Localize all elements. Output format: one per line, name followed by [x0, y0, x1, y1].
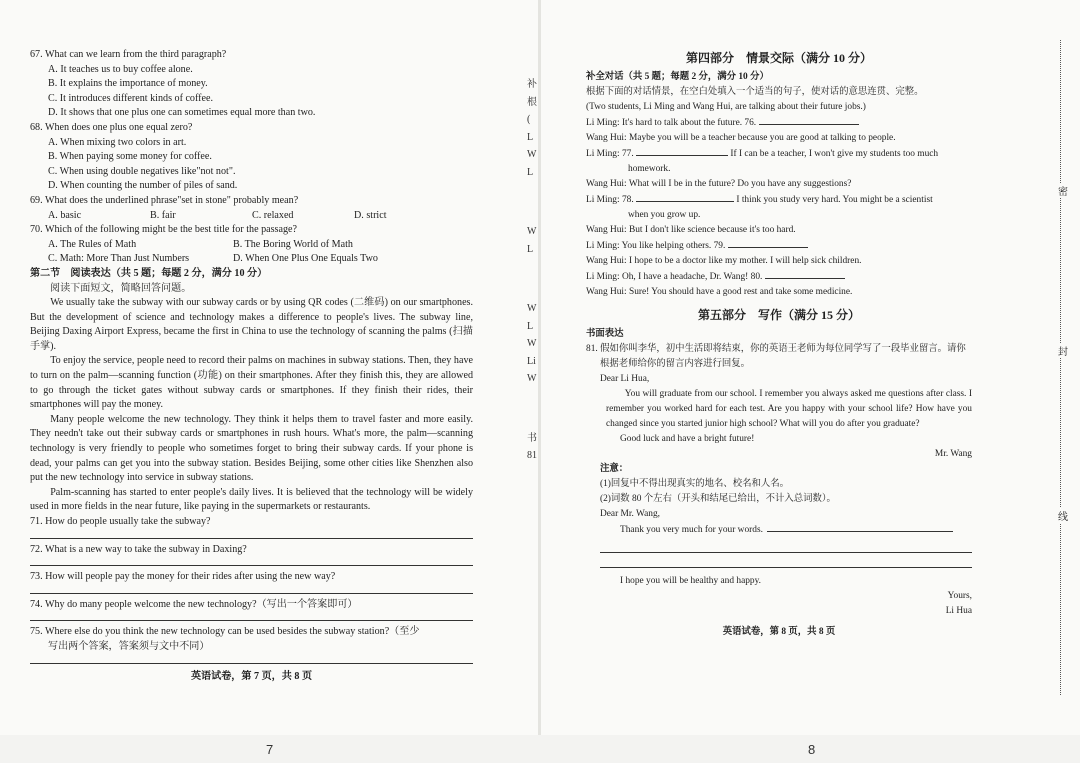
- writing-line[interactable]: [767, 522, 953, 532]
- margin-label-feng: 封: [1056, 343, 1070, 358]
- question-67-stem: 67. What can we learn from the third paragraph?: [30, 49, 227, 60]
- dialog-line: Wang Hui: Sure! You should have a good rest and take some medicine.: [586, 287, 853, 297]
- dialog-line-77: [586, 146, 972, 162]
- answer-line-72[interactable]: [30, 557, 473, 566]
- passage-paragraph-4: Palm-scanning has started to enter people's daily lives. It is believed that the technology will be widely used in more fields in the near future, like paying in the supermarkets or restaurants.: [30, 486, 473, 513]
- blank-76[interactable]: [759, 115, 859, 125]
- passage-paragraph-3: Many people welcome the new technology. They think it helps them to travel faster and more easily. They needn't take out their subway cards or smartphones in rush hours. What's more, the palm—scanning technology is very friendly to people who sometimes forget to bring their subway cards. If your phone is dead, your palms can get you into the subway station. Besides Beijing, some other cities like Shenzhen also put the new technology into service in subway stations.: [30, 413, 473, 484]
- strip-char: W: [527, 303, 537, 314]
- reply-end: I hope you will be healthy and happy.: [620, 576, 762, 586]
- question-69-stem: 69. What does the underlined phrase"set in stone" probably mean?: [30, 194, 299, 206]
- question-69-option-a: A. basic: [48, 209, 82, 221]
- dialog-text: Li Ming: It's hard to talk about the future. 76.: [586, 118, 759, 128]
- strip-char: W: [527, 338, 537, 349]
- dialog-line: Wang Hui: But I don't like science because it's too hard.: [586, 225, 796, 235]
- letter-close: Good luck and have a bright future!: [620, 434, 755, 444]
- question-69-option-d: D. strict: [354, 209, 387, 221]
- question-70-option-c: C. Math: More Than Just Numbers: [48, 253, 190, 265]
- note-1: (1)回复中不得出现真实的地名、校名和人名。: [600, 479, 790, 489]
- dialog-line-80: [586, 269, 972, 285]
- reply-close-name: Li Hua: [945, 606, 972, 616]
- dialog-text: Li Ming: Oh, I have a headache, Dr. Wang! 80.: [586, 272, 765, 282]
- blank-79[interactable]: [728, 238, 808, 248]
- question-70-option-a: A. The Rules of Math: [48, 238, 137, 250]
- right-page-footer: 英语试卷，第 8 页，共 8 页: [722, 627, 836, 637]
- question-73: 73. How will people pay the money for their rides after using the new way?: [30, 571, 336, 583]
- left-column: [30, 48, 473, 684]
- strip-char: Li: [527, 355, 536, 367]
- question-69-option-c: C. relaxed: [252, 209, 294, 221]
- dialog-text: Li Ming: 77.: [586, 149, 637, 159]
- blank-78[interactable]: [636, 192, 734, 202]
- dialog-line: homework.: [628, 164, 671, 174]
- binding-dotted-line: [1060, 40, 1069, 695]
- dialog-line: Wang Hui: What will I be in the future? Do you have any suggestions?: [586, 179, 852, 189]
- question-69-option-b: B. fair: [150, 209, 176, 221]
- strip-char: W: [527, 149, 537, 160]
- writing-label: 书面表达: [586, 329, 624, 339]
- strip-char: L: [527, 166, 534, 178]
- letter-body: You will graduate from our school. I remember you always asked me questions after class. I remember you worked hard for each test. Are you happy with your school life? How have you changed since you started junior high school? What will you do after you graduate?: [606, 389, 972, 429]
- strip-char: 补: [527, 79, 537, 90]
- strip-char: W: [527, 226, 537, 237]
- question-75: 75. Where else do you think the new technology can be used besides the subway station?（至少: [30, 626, 420, 638]
- left-page-footer: 英语试卷，第 7 页，共 8 页: [190, 670, 313, 682]
- blank-80[interactable]: [765, 269, 845, 279]
- strip-char: 书: [527, 432, 537, 444]
- question-68-option-b: B. When paying some money for coffee.: [48, 151, 212, 163]
- dialog-text: I think you study very hard. You might be a scientist: [734, 195, 933, 205]
- strip-char: (: [527, 114, 531, 125]
- part5-title: 第五部分 写作（满分 15 分）: [697, 308, 860, 322]
- part4-instruction: 根据下面的对话情景，在空白处填入一个适当的句子，使对话的意思连贯、完整。: [586, 87, 924, 97]
- dialog-line-78: [586, 192, 972, 208]
- reply-close-yours: Yours,: [947, 591, 972, 601]
- question-69-options: [30, 209, 473, 224]
- question-75-continued: 写出两个答案，答案须与文中不同）: [48, 640, 210, 652]
- part4-subtitle: 补全对话（共 5 题；每题 2 分，满分 10 分）: [586, 72, 769, 82]
- strip-gap: [527, 185, 547, 227]
- part4-title: 第四部分 情景交际（满分 10 分）: [685, 51, 872, 65]
- question-74: 74. Why do many people welcome the new technology?（写出一个答案即可）: [30, 598, 358, 610]
- strip-char: L: [527, 243, 534, 255]
- dialog-line-76: [586, 115, 972, 131]
- answer-line-73[interactable]: [30, 585, 473, 594]
- answer-line-71[interactable]: [30, 530, 473, 539]
- page-number-left: 7: [266, 742, 274, 757]
- question-72: 72. What is a new way to take the subway in Daxing?: [30, 543, 247, 555]
- note-2: (2)词数 80 个左右（开头和结尾已给出，不计入总词数）。: [600, 494, 836, 504]
- cropped-text-strip: [527, 80, 547, 469]
- question-70-options-cd: [30, 252, 473, 267]
- note-label: 注意：: [600, 464, 629, 474]
- passage-paragraph-2: To enjoy the service, people need to record their palms on machines in subway stations. Then, they have to turn on the palm—scanning function (功能) on their smartphones. After they finish this, they are allowed to go through the ticket gates without subway cards or smartphones. If they finish their rides, their smartphones will pay the money.: [30, 355, 473, 411]
- reply-start-text: Thank you very much for your words.: [620, 525, 763, 535]
- reply-greeting: Dear Mr. Wang,: [600, 509, 660, 519]
- passage-paragraph-1: We usually take the subway with our subway cards or by using QR codes (二维码) on our smartphones. But the development of science and technology makes a difference to people's lives. The subway line, Beijing Daxing Airport Express, became the first in China to use the technology of scanning the palms (扫描手掌).: [30, 297, 473, 352]
- question-68-stem: 68. When does one plus one equal zero?: [30, 121, 193, 133]
- strip-char: L: [527, 320, 534, 332]
- question-67-option-a: A. It teaches us to buy coffee alone.: [48, 63, 193, 75]
- dialog-line: Wang Hui: I hope to be a doctor like my mother. I will help sick children.: [586, 256, 862, 266]
- strip-char: L: [527, 131, 534, 143]
- dialog-line-79: [586, 238, 972, 254]
- question-67-option-c: C. It introduces different kinds of coffee.: [48, 92, 214, 104]
- strip-gap: [527, 262, 547, 304]
- margin-label-mi: 密: [1056, 183, 1070, 198]
- section-title: 第二节 阅读表达（共 5 题；每题 2 分，满分 10 分）: [30, 267, 268, 279]
- blank-77[interactable]: [636, 146, 728, 156]
- dialog-line: when you grow up.: [628, 210, 701, 220]
- strip-char: 81: [527, 450, 537, 461]
- part4-context: (Two students, Li Ming and Wang Hui, are talking about their future jobs.): [586, 102, 866, 112]
- reply-start: [586, 522, 972, 538]
- section-instruction: 阅读下面短文，简略回答问题。: [50, 282, 192, 294]
- page-number-right: 8: [808, 742, 816, 757]
- right-column: [586, 48, 972, 640]
- question-67-option-b: B. It explains the importance of money.: [48, 78, 208, 90]
- question-70-stem: 70. Which of the following might be the best title for the passage?: [30, 224, 297, 236]
- writing-line[interactable]: [600, 538, 972, 553]
- question-70-options-ab: [30, 238, 473, 253]
- question-71: 71. How do people usually take the subway?: [30, 516, 211, 527]
- margin-label-xian: 线: [1056, 508, 1070, 523]
- strip-gap: [527, 392, 547, 434]
- question-68-option-d: D. When counting the number of piles of sand.: [48, 180, 238, 192]
- writing-line[interactable]: [600, 553, 972, 568]
- question-68-option-c: C. When using double negatives like"not not".: [48, 165, 236, 177]
- question-81-line1: 81. 假如你叫李华，初中生活即将结束，你的英语王老师为每位同学写了一段毕业留言。请你: [586, 344, 966, 354]
- dialog-text: Li Ming: 78.: [586, 195, 637, 205]
- question-67-option-d: D. It shows that one plus one can sometimes equal more than two.: [48, 107, 316, 119]
- letter-greeting: Dear Li Hua,: [600, 374, 650, 384]
- strip-char: 根: [527, 96, 537, 108]
- dialog-text: If I can be a teacher, I won't give my students too much: [728, 149, 939, 159]
- strip-char: W: [527, 373, 537, 384]
- question-70-option-d: D. When One Plus One Equals Two: [233, 253, 378, 265]
- question-81-line2: 根据老师给你的留言内容进行回复。: [600, 359, 751, 369]
- dialog-line: Wang Hui: Maybe you will be a teacher because you are good at talking to people.: [586, 133, 896, 143]
- question-70-option-b: B. The Boring World of Math: [233, 238, 353, 250]
- letter-signature: Mr. Wang: [934, 449, 972, 459]
- answer-line-74[interactable]: [30, 612, 473, 621]
- dialog-text: Li Ming: You like helping others. 79.: [586, 241, 728, 251]
- question-68-option-a: A. When mixing two colors in art.: [48, 136, 187, 148]
- answer-line-75[interactable]: [30, 655, 473, 664]
